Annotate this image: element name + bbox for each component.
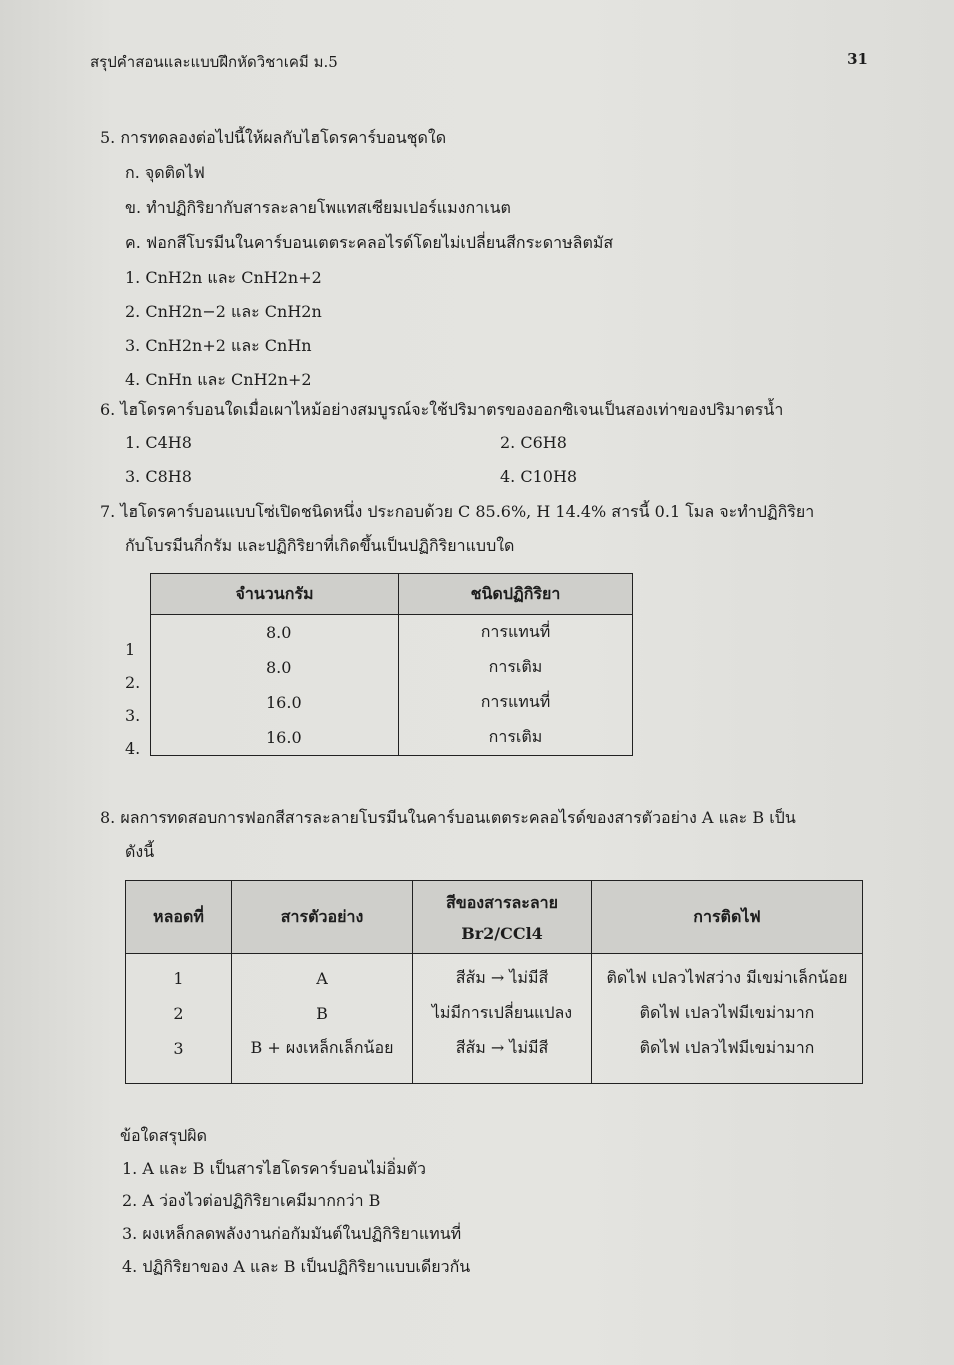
- table-row: [126, 954, 863, 997]
- q6-choice-1: 1. C4H8: [125, 433, 192, 452]
- q8-col-color: [413, 881, 592, 954]
- q7-line1: 7. ไฮโดรคาร์บอนแบบโซ่เปิดชนิดหนึ่ง ประกอบด้วย C 85.6%, H 14.4% สารนี้ 0.1 โมล จะทำปฏิกิริยา: [100, 502, 815, 521]
- q8-col-color-reagent: Br2/CCl4: [461, 924, 543, 943]
- q5-sub-a: ก. จุดติดไฟ: [125, 163, 205, 182]
- q8-tube-1: 1: [126, 954, 232, 997]
- table-row: [151, 615, 633, 651]
- q8-choice-4: 4. ปฏิกิริยาของ A และ B เป็นปฏิกิริยาแบบเดียวกัน: [122, 1257, 471, 1276]
- q8-choice-3: 3. ผงเหล็กลดพลังงานก่อกัมมันต์ในปฏิกิริยาแทนที่: [122, 1224, 462, 1243]
- q6-choice-2: 2. C6H8: [500, 433, 567, 452]
- q8-table-header: [126, 881, 863, 954]
- q7-grams-2: 8.0: [151, 650, 399, 685]
- q8-col-burn: การติดไฟ: [592, 881, 863, 954]
- table-row: [126, 1031, 863, 1084]
- q8-sample-1: A: [232, 954, 413, 997]
- page-number: 31: [847, 50, 868, 68]
- q8-prompt: ข้อใดสรุปผิด: [120, 1126, 208, 1145]
- q7-col-grams: จำนวนกรัม: [151, 574, 399, 615]
- q8-burn-3: ติดไฟ เปลวไฟมีเขม่ามาก: [592, 1031, 863, 1084]
- q7-grams-3: 16.0: [151, 685, 399, 720]
- q7-table: [150, 573, 633, 756]
- table-row: [151, 720, 633, 756]
- header-title: สรุปคำสอนและแบบฝึกหัดวิชาเคมี ม.5: [90, 53, 338, 71]
- q5-sub-c: ค. ฟอกสีโบรมีนในคาร์บอนเตตระคลอไรด์โดยไม่เปลี่ยนสีกระดาษลิตมัส: [125, 233, 614, 252]
- q8-burn-1: ติดไฟ เปลวไฟสว่าง มีเขม่าเล็กน้อย: [592, 954, 863, 997]
- q5-choice-2: 2. CnH2n−2 และ CnH2n: [125, 302, 322, 321]
- table-row: [151, 685, 633, 720]
- q7-row-num-4: 4.: [125, 739, 141, 758]
- q7-table-header: [151, 574, 633, 615]
- q8-col-sample: สารตัวอย่าง: [232, 881, 413, 954]
- q8-line1: 8. ผลการทดสอบการฟอกสีสารละลายโบรมีนในคาร์บอนเตตระคลอไรด์ของสารตัวอย่าง A และ B เป็น: [100, 808, 796, 827]
- q7-row-num-3: 3.: [125, 706, 141, 725]
- q5-sub-b: ข. ทำปฏิกิริยากับสารละลายโพแทสเซียมเปอร์แมงกาเนต: [125, 198, 511, 217]
- q8-col-color-title: สีของสารละลาย: [445, 893, 559, 912]
- q8-line2: ดังนี้: [125, 842, 155, 861]
- q6-text: 6. ไฮโดรคาร์บอนใดเมื่อเผาไหม้อย่างสมบูรณ์จะใช้ปริมาตรของออกซิเจนเป็นสองเท่าของปริมาตรน้ำ: [100, 400, 784, 419]
- q8-color-2: ไม่มีการเปลี่ยนแปลง: [413, 996, 592, 1031]
- q7-line2: กับโบรมีนกี่กรัม และปฏิกิริยาที่เกิดขึ้นเป็นปฏิกิริยาแบบใด: [125, 536, 515, 555]
- q7-grams-1: 8.0: [151, 615, 399, 651]
- q8-choice-2: 2. A ว่องไวต่อปฏิกิริยาเคมีมากกว่า B: [122, 1191, 381, 1210]
- q6-choice-4: 4. C10H8: [500, 467, 578, 486]
- q8-color-1: สีส้ม → ไม่มีสี: [413, 954, 592, 997]
- q8-col-tube: หลอดที่: [126, 881, 232, 954]
- q7-type-1: การแทนที่: [399, 615, 633, 651]
- q7-row-num-2: 2.: [125, 673, 141, 692]
- table-row: [151, 650, 633, 685]
- q5-choice-1: 1. CnH2n และ CnH2n+2: [125, 268, 322, 287]
- q7-type-3: การแทนที่: [399, 685, 633, 720]
- q8-sample-3: B + ผงเหล็กเล็กน้อย: [232, 1031, 413, 1084]
- q5-text: 5. การทดลองต่อไปนี้ให้ผลกับไฮโดรคาร์บอนชุดใด: [100, 128, 447, 147]
- q7-grams-4: 16.0: [151, 720, 399, 756]
- q7-type-4: การเติม: [399, 720, 633, 756]
- q7-type-2: การเติม: [399, 650, 633, 685]
- q5-choice-3: 3. CnH2n+2 และ CnHn: [125, 336, 312, 355]
- q6-choice-3: 3. C8H8: [125, 467, 192, 486]
- table-row: [126, 996, 863, 1031]
- q8-table: [125, 880, 863, 1084]
- q8-burn-2: ติดไฟ เปลวไฟมีเขม่ามาก: [592, 996, 863, 1031]
- q8-tube-3: 3: [126, 1031, 232, 1084]
- q8-sample-2: B: [232, 996, 413, 1031]
- q8-tube-2: 2: [126, 996, 232, 1031]
- q7-col-type: ชนิดปฏิกิริยา: [399, 574, 633, 615]
- q7-row-num-1: 1: [125, 640, 136, 659]
- q8-color-3: สีส้ม → ไม่มีสี: [413, 1031, 592, 1084]
- q8-choice-1: 1. A และ B เป็นสารไฮโดรคาร์บอนไม่อิ่มตัว: [122, 1159, 427, 1178]
- q5-choice-4: 4. CnHn และ CnH2n+2: [125, 370, 312, 389]
